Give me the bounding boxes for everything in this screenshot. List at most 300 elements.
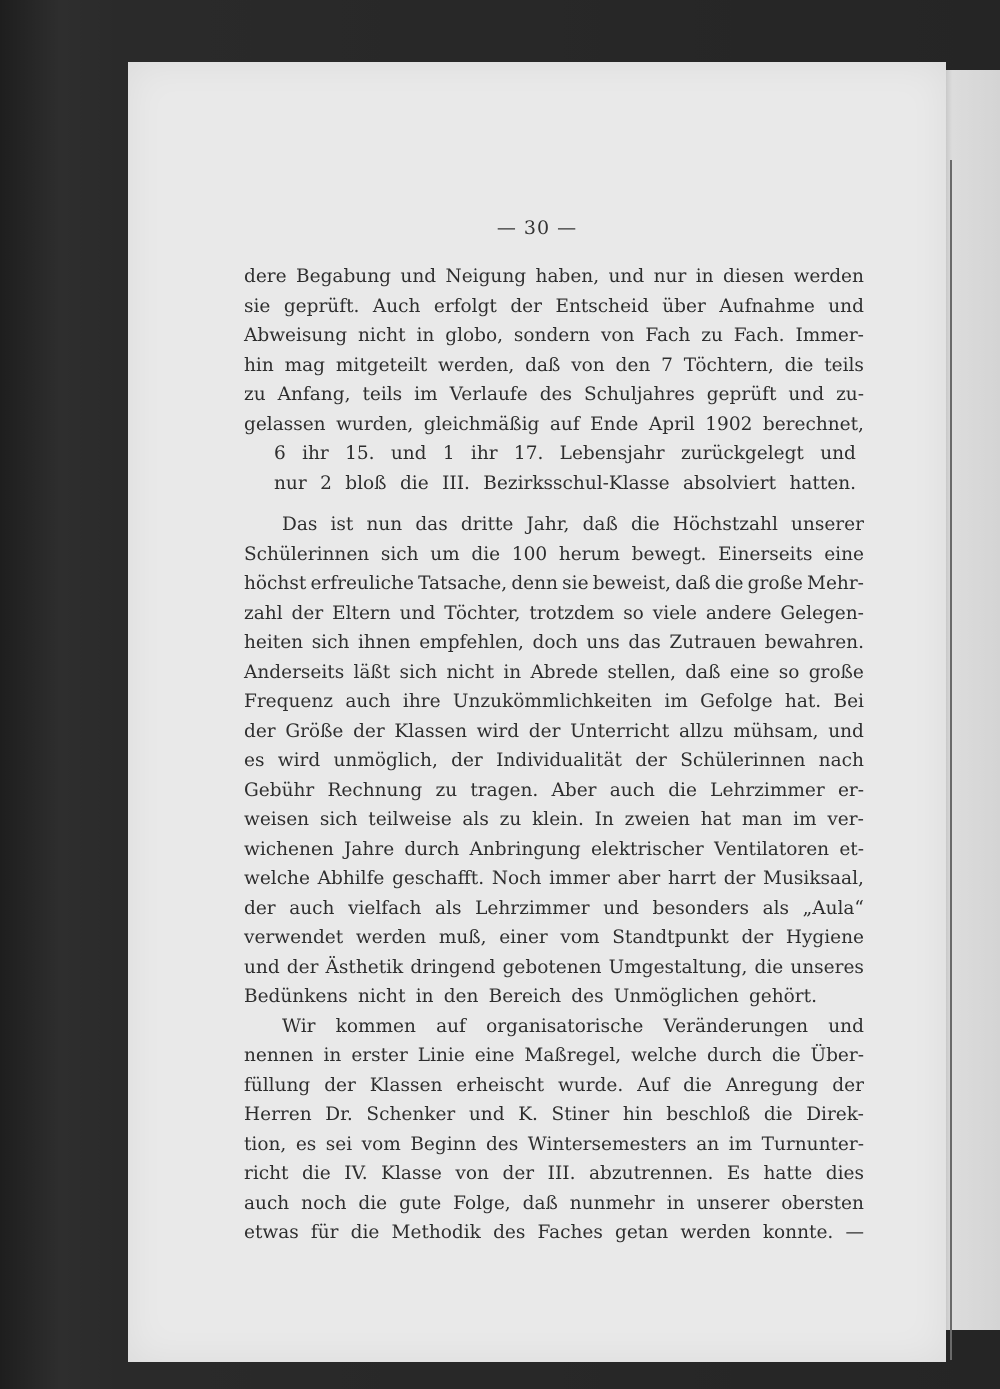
- word: daß: [685, 661, 721, 683]
- word: Ventilatoren: [714, 838, 830, 860]
- word: werden: [355, 927, 427, 948]
- word: es: [244, 750, 265, 771]
- word: die: [302, 1163, 331, 1184]
- word: weisen: [244, 809, 310, 830]
- word: der: [291, 602, 324, 624]
- word: der: [528, 720, 561, 742]
- word: der: [353, 720, 385, 742]
- word: der: [510, 295, 542, 317]
- word: erfreuliche: [310, 573, 414, 594]
- word: nicht: [446, 661, 495, 683]
- word: Schülerinnen: [680, 750, 806, 771]
- word: in: [695, 266, 714, 287]
- word: so: [623, 602, 644, 624]
- word: der: [244, 897, 276, 919]
- word: Rechnung: [327, 779, 423, 801]
- word: 6: [274, 443, 286, 464]
- word: der: [832, 1074, 864, 1096]
- word: Entscheid: [555, 295, 649, 317]
- word: füllung: [244, 1074, 311, 1096]
- word: erheischt: [456, 1074, 545, 1096]
- word: 1: [442, 443, 455, 464]
- word: elektrischer: [591, 838, 704, 860]
- body-text: [244, 262, 864, 1248]
- word: wird: [476, 720, 520, 742]
- word: in: [416, 325, 435, 346]
- word: und: [828, 720, 864, 742]
- word: des: [485, 1133, 519, 1155]
- word: Frequenz: [244, 691, 333, 712]
- word: Ästhetik: [325, 956, 404, 978]
- word: mag: [284, 354, 326, 376]
- word: obersten: [781, 1192, 864, 1214]
- word: die: [763, 1104, 793, 1125]
- text-line: [244, 864, 864, 894]
- word: Töchtern,: [683, 354, 774, 376]
- word: diesen: [723, 266, 785, 287]
- word: Jahr,: [526, 514, 570, 535]
- word: Klasse: [381, 1163, 442, 1184]
- text-line: [244, 321, 864, 351]
- word: Gebühr: [244, 779, 315, 801]
- word: und: [400, 266, 437, 287]
- word: 1902: [705, 413, 753, 435]
- word: durch: [404, 838, 460, 860]
- word: sei: [325, 1133, 353, 1155]
- word: auf: [549, 413, 580, 435]
- word: der: [286, 956, 319, 978]
- word: Linie: [417, 1045, 465, 1066]
- word: auf: [436, 1015, 466, 1037]
- word: denn: [511, 573, 558, 594]
- word: und: [608, 266, 645, 287]
- word: geprüft: [706, 384, 777, 405]
- word: durch: [706, 1045, 762, 1066]
- word: haben,: [535, 266, 600, 287]
- word: IV.: [344, 1163, 368, 1184]
- word: —: [845, 1222, 864, 1243]
- word: Es: [726, 1163, 750, 1184]
- word: die: [630, 514, 660, 535]
- word: unmöglich,: [333, 750, 438, 771]
- word: läßt: [353, 661, 391, 683]
- word: Folge,: [453, 1192, 511, 1214]
- word: unseres: [790, 956, 864, 978]
- word: einer: [499, 927, 548, 948]
- word: Individualität: [496, 750, 622, 771]
- word: für: [310, 1222, 339, 1243]
- word: der: [324, 1074, 356, 1096]
- word: Anfang,: [277, 384, 351, 405]
- word: berechnet,: [762, 413, 864, 435]
- word: sondern: [513, 325, 591, 346]
- text-line: [244, 599, 864, 629]
- word: Turnunter-: [761, 1133, 864, 1155]
- word: wurden,: [336, 413, 414, 435]
- text-line: [244, 1012, 864, 1042]
- word: Herren: [244, 1104, 312, 1125]
- word: ist: [330, 514, 354, 535]
- word: zu: [435, 779, 458, 801]
- word: mühsam,: [733, 720, 819, 742]
- word: dritte: [460, 514, 514, 535]
- word: klein.: [532, 809, 584, 830]
- word: III.: [442, 472, 470, 494]
- word: sie: [562, 573, 589, 594]
- word: doch: [532, 632, 578, 653]
- word: werden,: [438, 354, 515, 376]
- word: die: [399, 472, 429, 494]
- word: Wintersemesters: [527, 1133, 687, 1155]
- word: Lehrzimmer: [710, 779, 825, 801]
- text-line: [244, 805, 864, 835]
- word: Unzukömmlichkeiten: [452, 691, 652, 712]
- word: und: [828, 295, 864, 317]
- word: Mehr-: [807, 573, 864, 594]
- word: geschafft.: [392, 868, 485, 889]
- word: Eltern: [332, 602, 391, 624]
- text-line: [244, 439, 864, 469]
- word: muß,: [438, 927, 487, 948]
- word: unserer: [696, 1192, 770, 1214]
- word: bewahren.: [764, 632, 864, 653]
- word: dringend: [410, 956, 496, 978]
- word: vom: [361, 1133, 401, 1155]
- word: mitgeteilt: [335, 354, 428, 376]
- word: in: [666, 1192, 685, 1214]
- word: stellen,: [607, 661, 676, 683]
- word: Faches: [537, 1222, 603, 1243]
- word: von: [455, 1163, 489, 1184]
- word: auch: [244, 1192, 290, 1214]
- word: auch: [609, 779, 655, 801]
- text-line: [244, 1218, 864, 1248]
- word: und: [399, 602, 436, 624]
- word: beweist,: [592, 573, 672, 594]
- word: Neigung: [445, 266, 527, 287]
- word: des: [571, 986, 604, 1007]
- word: allzu: [678, 720, 724, 742]
- word: Noch: [491, 868, 542, 889]
- word: Bereich: [488, 986, 562, 1007]
- word: die: [771, 1045, 801, 1066]
- word: zurückgelegt: [680, 443, 804, 464]
- word: Musiksaal,: [763, 868, 864, 889]
- word: die: [754, 956, 784, 978]
- word: als: [762, 897, 790, 919]
- word: Schuljahres: [583, 384, 695, 405]
- word: Aufnahme: [719, 295, 815, 317]
- word: und: [390, 443, 427, 464]
- word: Direk-: [806, 1104, 864, 1125]
- word: Wir: [282, 1015, 316, 1037]
- word: In: [594, 809, 614, 830]
- text-line: [244, 658, 864, 688]
- text-line: [244, 746, 864, 776]
- word: daß: [675, 573, 711, 594]
- word: den: [615, 354, 651, 376]
- word: erster: [351, 1045, 408, 1066]
- word: Gelegen-: [780, 602, 864, 624]
- word: in: [415, 986, 434, 1007]
- word: harrt: [667, 868, 717, 889]
- word: daß: [525, 354, 561, 376]
- word: sie: [244, 295, 271, 317]
- word: Anbringung: [469, 838, 581, 860]
- word: im: [414, 384, 438, 405]
- word: Bezirksschul-Klasse: [483, 472, 670, 494]
- word: bloß: [345, 472, 387, 494]
- word: unserer: [791, 514, 864, 535]
- word: et-: [839, 838, 864, 860]
- word: der: [635, 750, 667, 771]
- word: herum: [558, 543, 620, 565]
- paragraph-gap: [244, 498, 864, 510]
- word: viele: [652, 602, 697, 624]
- word: den: [443, 986, 479, 1007]
- word: „Aula“: [802, 897, 864, 919]
- word: wichenen: [244, 838, 334, 860]
- word: der: [451, 750, 483, 771]
- word: und: [244, 956, 280, 978]
- word: etwas: [244, 1222, 299, 1243]
- word: werden: [680, 1222, 751, 1243]
- page-number: — 30 —: [496, 217, 578, 239]
- word: Unmöglichen: [613, 986, 739, 1007]
- text-line: [244, 628, 864, 658]
- word: vielfach: [348, 897, 422, 919]
- word: beschloß: [666, 1104, 751, 1125]
- word: besonders: [652, 897, 749, 919]
- word: Abhilfe: [317, 868, 385, 889]
- word: trotzdem: [529, 602, 615, 624]
- word: zweien: [624, 809, 690, 830]
- word: zu: [244, 384, 266, 405]
- book-page: [128, 62, 946, 1362]
- word: die: [668, 779, 697, 801]
- word: wurde.: [557, 1074, 624, 1096]
- word: des: [539, 384, 572, 405]
- word: zu: [701, 325, 723, 346]
- word: globo,: [445, 325, 503, 346]
- word: Auf: [637, 1074, 670, 1096]
- word: der: [502, 1163, 535, 1184]
- word: Veränderungen: [663, 1015, 809, 1037]
- word: in: [503, 661, 522, 683]
- word: getan: [615, 1222, 669, 1243]
- word: nach: [818, 750, 864, 771]
- word: um: [430, 543, 460, 565]
- word: teils: [824, 354, 864, 376]
- word: er-: [837, 779, 864, 801]
- word: bewegt.: [631, 543, 707, 565]
- text-line: [244, 953, 864, 983]
- word: Das: [282, 514, 318, 535]
- text-line: [244, 351, 864, 381]
- word: sich: [399, 661, 438, 683]
- word: richt: [244, 1163, 289, 1184]
- word: 15.: [345, 443, 375, 464]
- word: heiten: [244, 632, 304, 653]
- word: die: [714, 573, 744, 594]
- word: der: [723, 868, 756, 889]
- word: immer: [549, 868, 610, 889]
- word: Beginn: [410, 1133, 477, 1155]
- word: Lebensjahr: [559, 443, 665, 464]
- word: das: [628, 632, 661, 653]
- word: zahl: [244, 602, 283, 624]
- word: als: [435, 897, 462, 919]
- text-line: [244, 1041, 864, 1071]
- text-line: [244, 540, 864, 570]
- word: die: [358, 1192, 388, 1214]
- word: große: [747, 573, 803, 594]
- word: so: [778, 661, 800, 683]
- text-line: [244, 510, 864, 540]
- word: ihr: [470, 443, 498, 464]
- word: nun: [366, 514, 403, 535]
- word: ihr: [302, 443, 329, 464]
- word: nicht: [358, 325, 406, 346]
- word: Fach: [645, 325, 691, 346]
- word: empfehlen,: [419, 632, 524, 653]
- word: als: [462, 809, 489, 830]
- word: K.: [518, 1104, 538, 1125]
- word: die: [683, 1074, 712, 1096]
- word: ver-: [827, 809, 864, 830]
- text-line: [244, 1071, 864, 1101]
- word: sich: [319, 809, 358, 830]
- word: hin: [622, 1104, 653, 1125]
- word: nunmehr: [569, 1192, 655, 1214]
- word: Klassen: [394, 720, 467, 742]
- word: Anregung: [725, 1074, 819, 1096]
- word: und: [828, 1015, 864, 1037]
- word: in: [323, 1045, 342, 1066]
- word: 100: [511, 543, 548, 565]
- word: Dr.: [325, 1104, 353, 1125]
- word: höchst: [244, 573, 307, 594]
- word: zu: [499, 809, 522, 830]
- word: Gefolge: [700, 691, 773, 712]
- word: und: [603, 897, 639, 919]
- word: III.: [547, 1163, 576, 1184]
- word: Tatsache,: [418, 573, 508, 594]
- word: sich: [311, 632, 350, 653]
- next-page-edge: [946, 70, 1000, 1330]
- word: Umgestaltung,: [608, 956, 748, 978]
- text-line: [244, 1100, 864, 1130]
- word: ihre: [402, 691, 441, 712]
- word: hin: [244, 354, 274, 376]
- text-line: [244, 894, 864, 924]
- word: eine: [729, 661, 770, 683]
- text-line: [244, 1159, 864, 1189]
- word: wird: [277, 750, 321, 771]
- word: Jahre: [343, 838, 395, 860]
- word: hatte: [763, 1163, 813, 1184]
- word: April: [648, 413, 695, 435]
- word: teilweise: [368, 809, 452, 830]
- word: Auch: [372, 295, 421, 317]
- word: nennen: [244, 1045, 314, 1066]
- word: gelassen: [244, 413, 326, 435]
- word: zu-: [836, 384, 864, 405]
- word: tion,: [244, 1133, 287, 1155]
- word: erfolgt: [433, 295, 497, 317]
- word: es: [295, 1133, 317, 1155]
- word: Unterricht: [570, 720, 670, 742]
- text-line: [244, 687, 864, 717]
- word: des: [493, 1222, 526, 1243]
- word: nicht: [357, 986, 406, 1007]
- word: 2: [320, 472, 332, 494]
- word: über: [662, 295, 706, 317]
- word: Methodik: [391, 1222, 481, 1243]
- word: auch: [289, 897, 335, 919]
- word: dies: [825, 1163, 864, 1184]
- word: daß: [582, 514, 618, 535]
- word: noch: [301, 1192, 347, 1214]
- word: Stiner: [551, 1104, 610, 1125]
- word: welche: [244, 868, 310, 889]
- word: verwendet: [244, 927, 344, 948]
- word: 17.: [513, 443, 544, 464]
- word: Ende: [590, 413, 639, 435]
- word: daß: [522, 1192, 558, 1214]
- text-line: [244, 982, 864, 1012]
- word: Fach.: [733, 325, 785, 346]
- word: Begabung: [296, 266, 391, 287]
- word: gehört.: [748, 986, 817, 1007]
- word: die: [471, 543, 501, 565]
- word: und: [788, 384, 825, 405]
- word: Töchter,: [444, 602, 521, 624]
- word: an: [696, 1133, 720, 1155]
- word: vom: [560, 927, 600, 948]
- word: sich: [380, 543, 419, 565]
- word: das: [415, 514, 448, 535]
- word: eine: [824, 543, 864, 565]
- word: dere: [244, 266, 287, 287]
- word: Maßregel,: [524, 1045, 622, 1066]
- word: nur: [653, 266, 687, 287]
- text-line: [244, 1189, 864, 1219]
- text-line: [244, 835, 864, 865]
- word: große: [808, 661, 864, 683]
- word: die: [784, 354, 814, 376]
- text-line: [244, 923, 864, 953]
- text-line: [244, 717, 864, 747]
- word: Größe: [285, 720, 344, 742]
- word: Bedünkens: [244, 986, 348, 1007]
- word: hat.: [784, 691, 822, 712]
- word: im: [793, 809, 817, 830]
- word: Bei: [833, 691, 864, 712]
- text-line: [244, 776, 864, 806]
- word: Schenker: [366, 1104, 456, 1125]
- word: gleichmäßig: [423, 413, 540, 435]
- word: tragen.: [470, 779, 539, 801]
- word: Aber: [551, 779, 597, 801]
- text-line: [244, 1130, 864, 1160]
- word: werden: [793, 266, 864, 287]
- text-line: [244, 292, 864, 322]
- word: gute: [399, 1192, 442, 1214]
- word: Schülerinnen: [244, 543, 370, 565]
- word: konnte.: [762, 1222, 834, 1243]
- word: Anderseits: [244, 661, 345, 683]
